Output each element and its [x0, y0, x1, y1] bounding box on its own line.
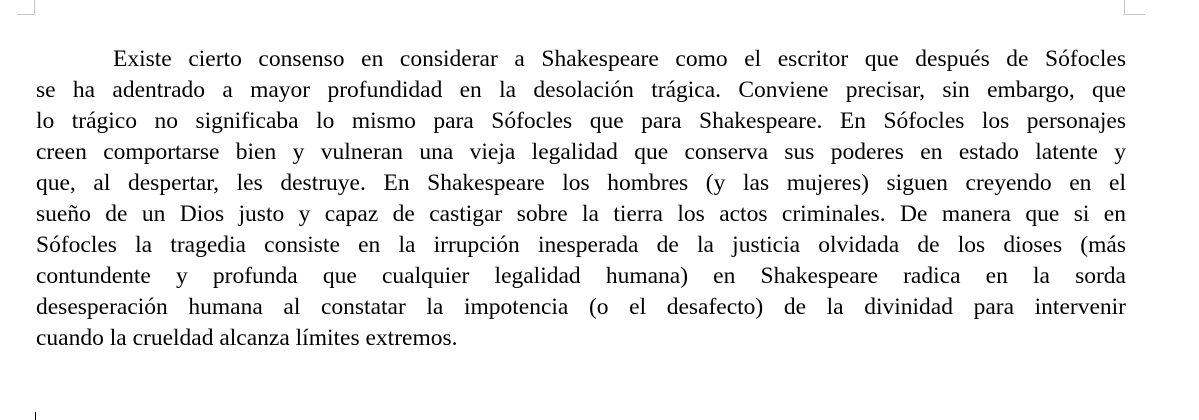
body-paragraph[interactable] [36, 44, 1126, 354]
paragraph-line: que, al despertar, les destruye. En Shakespeare los hombres (y las mujeres) siguen creyendo en el [36, 170, 1126, 196]
paragraph-line: cuando la crueldad alcanza límites extremos. [36, 325, 458, 351]
paragraph-line: creen comportarse bien y vulneran una vieja legalidad que conserva sus poderes en estado latente y [36, 139, 1126, 165]
paragraph-line: se ha adentrado a mayor profundidad en la desolación trágica. Conviene precisar, sin embargo, que [36, 77, 1126, 103]
paragraph-line: lo trágico no significaba lo mismo para Sófocles que para Shakespeare. En Sófocles los personajes [36, 108, 1126, 134]
text-cursor [35, 412, 36, 420]
paragraph-line: contundente y profunda que cualquier legalidad humana) en Shakespeare radica en la sorda [36, 263, 1126, 289]
paragraph-line: sueño de un Dios justo y capaz de castigar sobre la tierra los actos criminales. De manera que si en [36, 201, 1126, 227]
paragraph-line: desesperación humana al constatar la impotencia (o el desafecto) de la divinidad para intervenir [36, 294, 1126, 320]
top-right-margin-mark [1124, 0, 1145, 15]
paragraph-line: Sófocles la tragedia consiste en la irrupción inesperada de la justicia olvidada de los dioses (más [36, 232, 1126, 258]
paragraph-line: Existe cierto consenso en considerar a Shakespeare como el escritor que después de Sófocles [113, 46, 1126, 72]
top-left-margin-mark [17, 0, 35, 15]
